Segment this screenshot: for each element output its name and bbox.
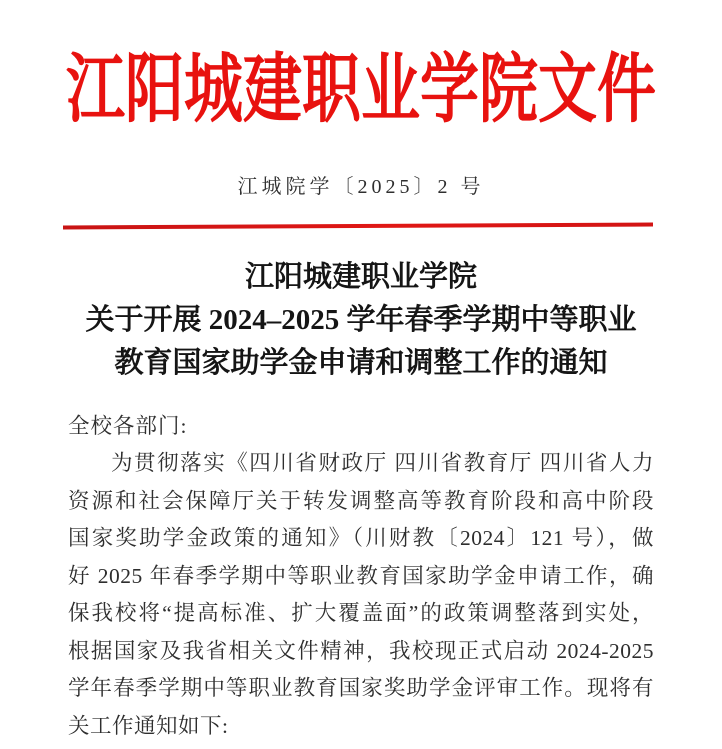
- body-paragraph-line: 国家奖助学金政策的通知》（川财教〔2024〕121 号），做: [68, 526, 654, 550]
- document-title-line: 教育国家助学金申请和调整工作的通知: [114, 347, 608, 379]
- body-paragraph-line: 保我校将“提高标准、扩大覆盖面”的政策调整落到实处，: [68, 601, 654, 625]
- body-paragraph: [68, 445, 654, 745]
- body-paragraph-line: 资源和社会保障厅关于转发调整高等教育阶段和高中阶段: [68, 488, 654, 513]
- body-paragraph-line: 学年春季学期中等职业教育国家奖助学金评审工作。现将有: [68, 676, 654, 700]
- body-paragraph-line: 好 2025 年春季学期中等职业教育国家助学金申请工作，确: [68, 563, 654, 588]
- document-body: [68, 407, 654, 745]
- document-masthead-title: 江阳城建职业学院文件: [65, 47, 656, 132]
- document-number: 江城院学〔2025〕2 号: [237, 176, 485, 198]
- document-title-line: 关于开展 2024–2025 学年春季学期中等职业: [85, 304, 637, 336]
- document-title-line: 江阳城建职业学院: [244, 261, 477, 293]
- body-paragraph-line: 为贯彻落实《四川省财政厅 四川省教育厅 四川省人力: [111, 451, 654, 475]
- body-paragraph-line: 根据国家及我省相关文件精神，我校现正式启动 2024-2025: [68, 638, 654, 663]
- body-paragraph-line: 关工作通知如下:: [68, 713, 229, 738]
- document-title: [30, 256, 692, 385]
- red-divider-line: [63, 223, 653, 230]
- salutation: 全校各部门:: [68, 414, 188, 438]
